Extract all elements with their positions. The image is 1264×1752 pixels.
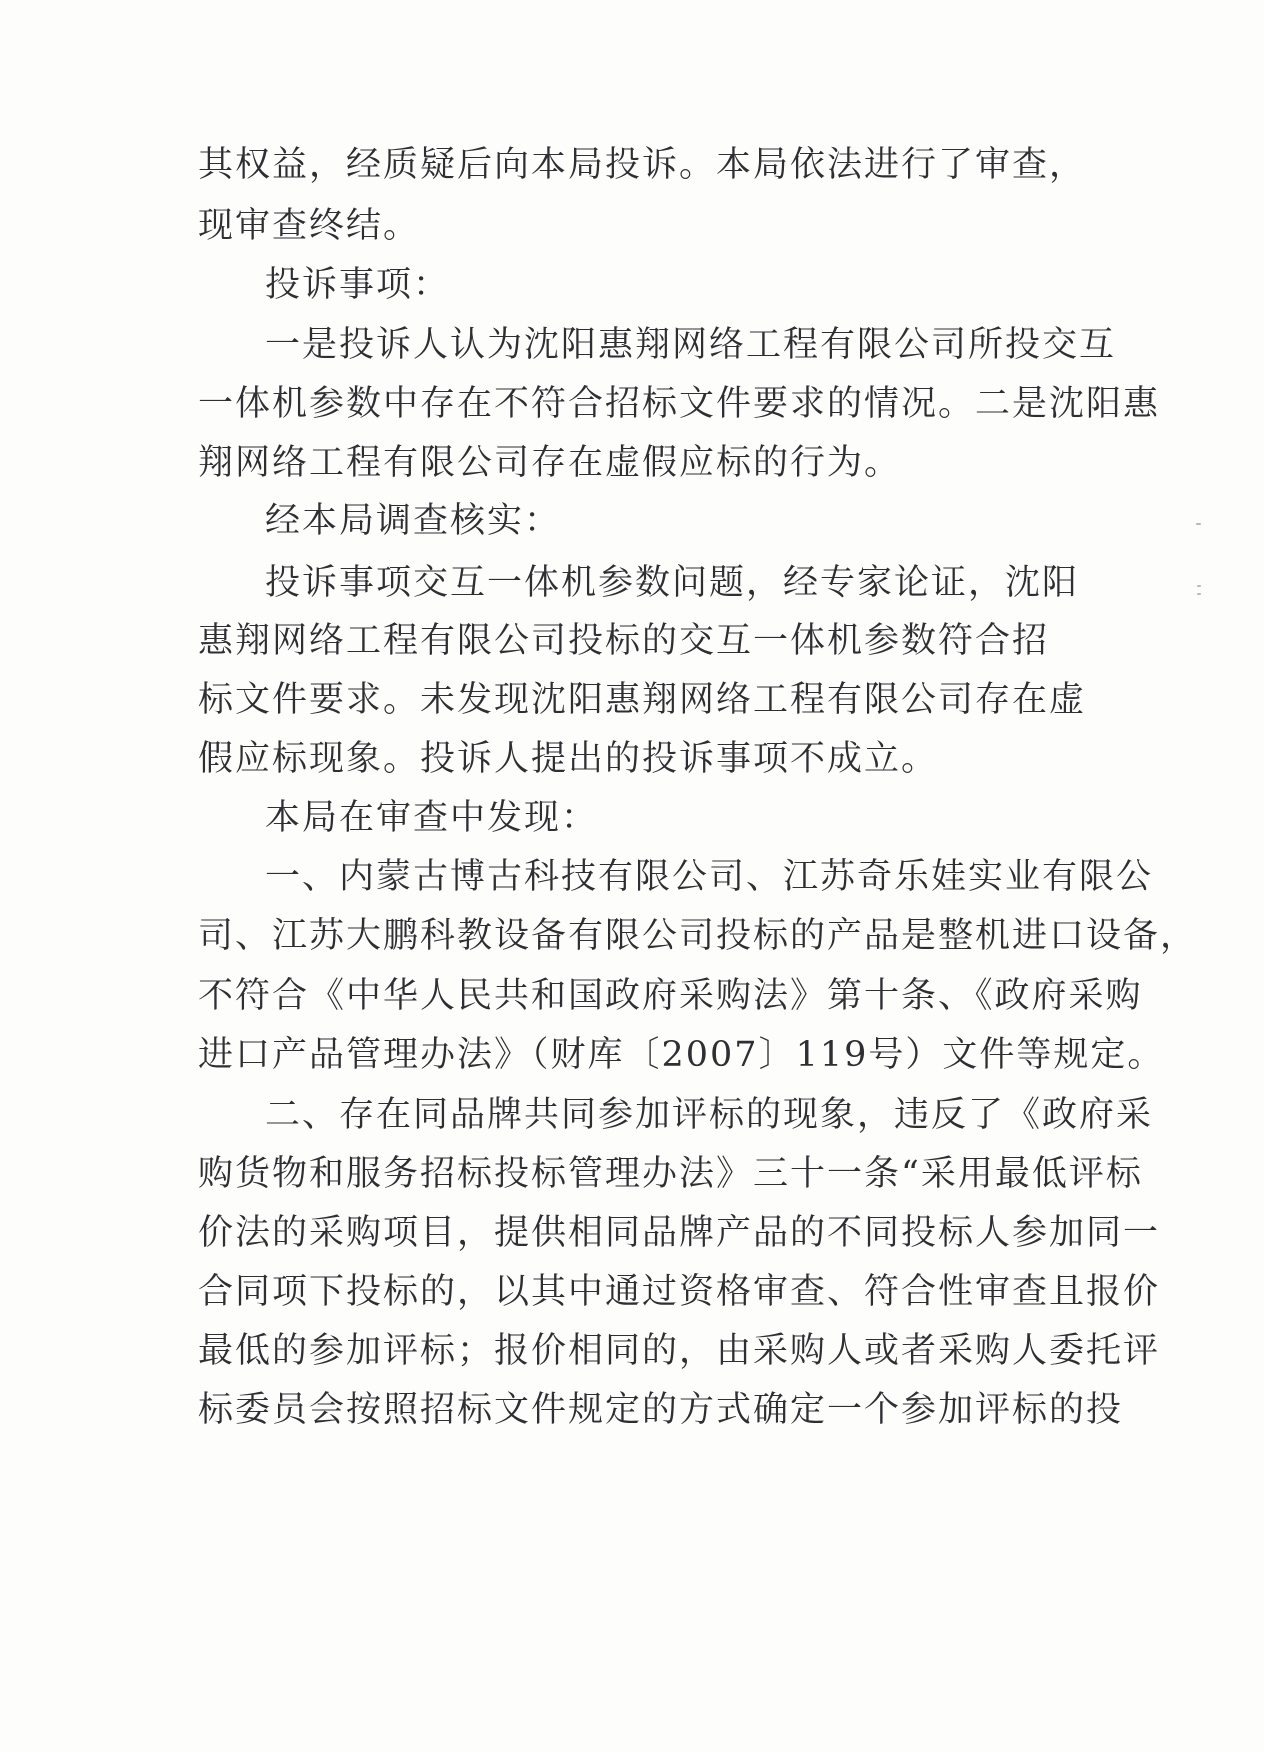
text-line: 标委员会按照招标文件规定的方式确定一个参加评标的投 [198, 1390, 1124, 1430]
text-line: 现审查终结。 [198, 206, 421, 246]
text-line: 一体机参数中存在不符合招标文件要求的情况。二是沈阳惠 [198, 384, 1161, 424]
text-line: 购货物和服务招标投标管理办法》三十一条“采用最低评标 [198, 1154, 1143, 1194]
text-line: 价法的采购项目，提供相同品牌产品的不同投标人参加同一 [198, 1213, 1161, 1253]
text-line: 假应标现象。投诉人提出的投诉事项不成立。 [198, 739, 939, 779]
text-line: 惠翔网络工程有限公司投标的交互一体机参数符合招 [198, 621, 1050, 661]
section-heading: 经本局调查核实： [265, 501, 562, 541]
text-line: 不符合《中华人民共和国政府采购法》第十条、《政府采购 [198, 976, 1143, 1016]
text-line: 其权益，经质疑后向本局投诉。本局依法进行了审查， [198, 145, 1087, 185]
text-line: 进口产品管理办法》（财库〔2007〕119号）文件等规定。 [198, 1035, 1165, 1075]
text-line: 投诉事项交互一体机参数问题，经专家论证，沈阳 [265, 563, 1080, 603]
text-line: 一、内蒙古博古科技有限公司、江苏奇乐娃实业有限公 [265, 857, 1154, 897]
text-line: 最低的参加评标；报价相同的，由采购人或者采购人委托评 [198, 1331, 1161, 1371]
text-line: 司、江苏大鹏科教设备有限公司投标的产品是整机进口设备， [198, 916, 1198, 956]
section-heading: 本局在审查中发现： [265, 798, 599, 838]
text-line: 合同项下投标的，以其中通过资格审查、符合性审查且报价 [198, 1272, 1161, 1312]
text-line: 翔网络工程有限公司存在虚假应标的行为。 [198, 443, 902, 483]
text-line: 标文件要求。未发现沈阳惠翔网络工程有限公司存在虚 [198, 680, 1087, 720]
text-line: 二、存在同品牌共同参加评标的现象，违反了《政府采 [265, 1095, 1154, 1135]
section-heading: 投诉事项： [265, 265, 451, 305]
scan-speck [1197, 593, 1201, 595]
text-line: 一是投诉人认为沈阳惠翔网络工程有限公司所投交互 [265, 325, 1117, 365]
scan-speck [1197, 585, 1201, 587]
scan-speck [1196, 523, 1201, 525]
